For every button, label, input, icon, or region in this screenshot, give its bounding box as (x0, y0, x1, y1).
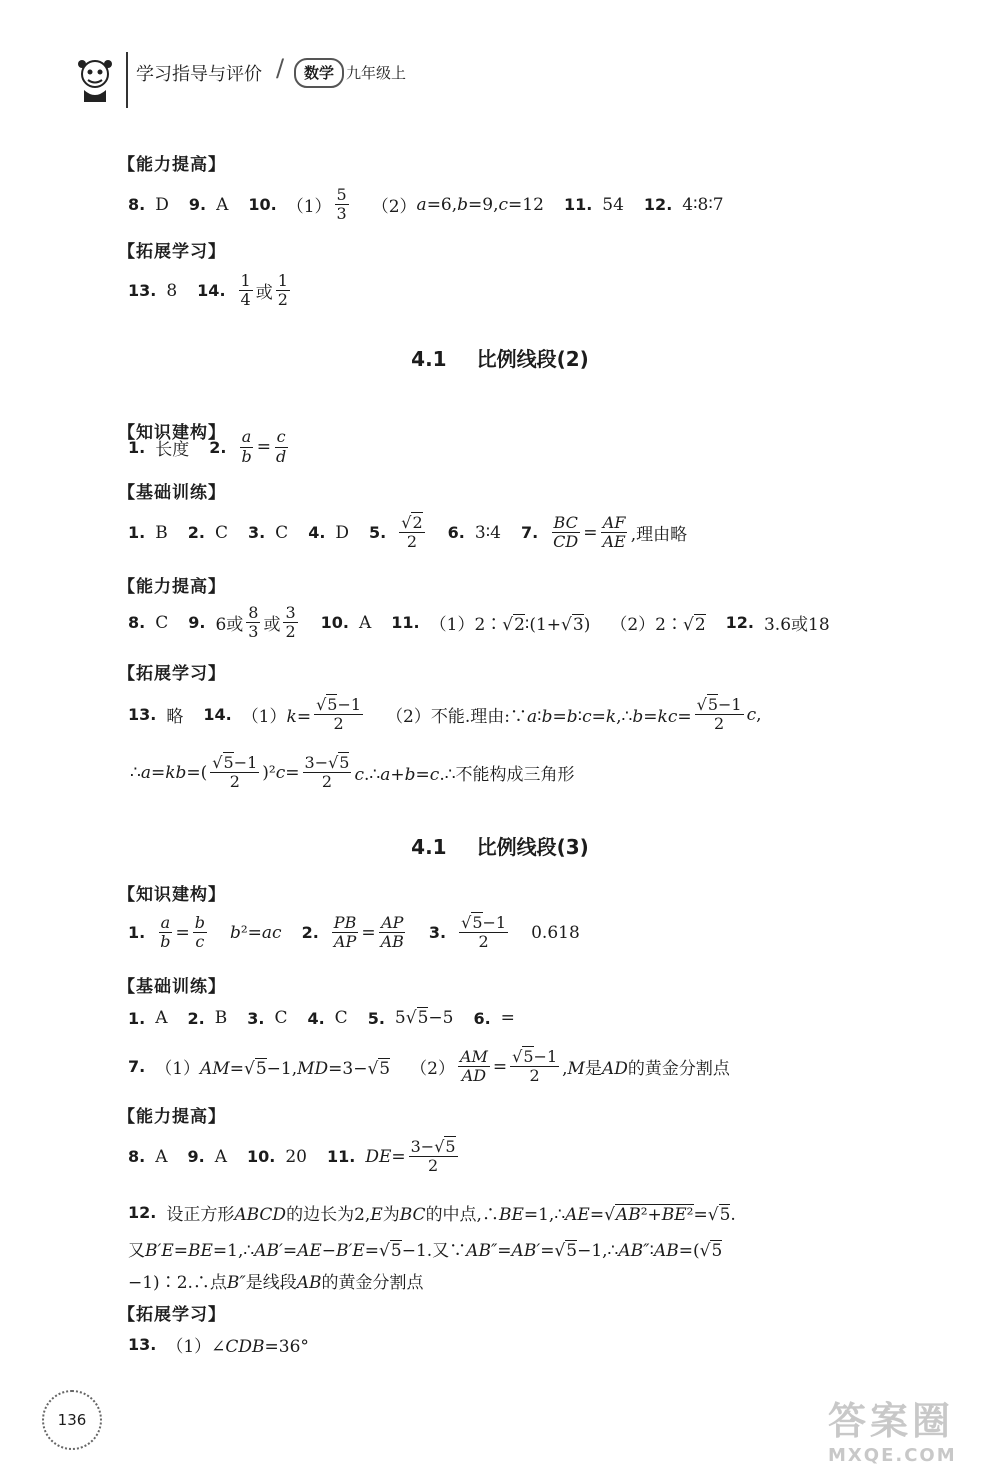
section-label-zhishi: 【知识建构】 (118, 885, 226, 905)
answer-line: 13. 略 14. （1）k= $\frac{√5-1}{2}$ （2）不能.理由:∵a∶b=b∶c=k,∴b=kc= $\frac{√5-1}{2}$ c , (128, 695, 762, 734)
section-label-jichu: 【基础训练】 (118, 483, 226, 503)
section-title: 4.1 比例线段(3) (411, 835, 589, 859)
answer-line: 1. B 2. C 3. C 4. D 5. $\frac{√2}{2}$ 6. 3∶4 7. $\frac{BC}{CD}$ = $\frac{AF}{AE}$ ,理由略 (128, 513, 688, 552)
section-title: 4.1 比例线段(2) (411, 347, 589, 371)
section-label-zhishi: 【知识建构】 (118, 423, 226, 443)
answer-line: 13. （1）∠CDB=36° (128, 1335, 309, 1357)
section-label-tuozhan: 【拓展学习】 (118, 242, 226, 262)
answer-line: 又B′E=BE=1,∴AB′=AE−B′E=√5−1.又∵AB″=AB′=√5−1,∴AB″∶AB=(√5 (128, 1241, 723, 1261)
section-label-nengli: 【能力提高】 (118, 577, 226, 597)
answer-line: 8. C 9. 6或 $\frac{8}{3}$ 或 $\frac{3}{2}$ 10. A 11. （1）2∶√2∶(1+√3) （2）2∶√2 12. 3.6或18 (128, 603, 830, 642)
answer-line: 1. A 2. B 3. C 4. C 5. 5√5−5 6. = (128, 1008, 515, 1028)
answer-line: 7. （1）AM=√5−1,MD=3−√5 （2） $\frac{AM}{AD}$ = $\frac{√5-1}{2}$ ,M是AD的黄金分割点 (128, 1047, 730, 1086)
watermark-logo: 答案圈 MXQE.COM (828, 1399, 957, 1466)
answer-line: 8. A 9. A 10. 20 11. DE= $\frac{3-√5}{2}$ (128, 1137, 456, 1176)
grade-label: 九年级上 (346, 64, 407, 82)
section-label-tuozhan: 【拓展学习】 (118, 1305, 226, 1325)
mascot-logo-icon (70, 56, 120, 106)
answer-line: 13. 8 14. $\frac{1}{4}$ 或 $\frac{1}{2}$ (128, 271, 288, 310)
subject-badge: 数学 (294, 58, 344, 88)
answer-line: 1. $\frac{a}{b}$ = $\frac{b}{c}$ b ²= ac 2. $\frac{PB}{AP}$ = $\frac{AP}{AB}$ 3. $\frac{√5-1}{2}$ 0.618 (128, 913, 580, 952)
answer-line: 8. D 9. A 10. （1） $\frac{5}{3}$ （2） a =6, b =9, c =12 11. 54 12. 4∶8∶7 (128, 185, 724, 224)
section-label-jichu: 【基础训练】 (118, 977, 226, 997)
header-slash: / (276, 54, 285, 82)
section-label-tuozhan: 【拓展学习】 (118, 664, 226, 684)
page-header (70, 52, 490, 108)
section-label-nengli: 【能力提高】 (118, 1107, 226, 1127)
answer-line: −1)∶2.∴点B″是线段AB的黄金分割点 (128, 1273, 424, 1293)
page-number: 136 (42, 1390, 102, 1450)
answer-line: ∴a=kb=( $\frac{√5-1}{2}$ )²c= $\frac{3-√5}{2}$ c.∴a+b=c.∴不能构成三角形 (130, 753, 575, 792)
book-title: 学习指导与评价 (136, 64, 262, 85)
answer-line: 1. 长度 2. $\frac{a}{b}$ = $\frac{c}{d}$ (128, 427, 287, 466)
section-label-nengli: 【能力提高】 (118, 155, 226, 175)
header-divider (126, 52, 128, 108)
answer-line: 12. 设正方形ABCD的边长为2,E为BC的中点,∴BE=1,∴AE=√AB²+BE²=√5. (128, 1203, 736, 1225)
